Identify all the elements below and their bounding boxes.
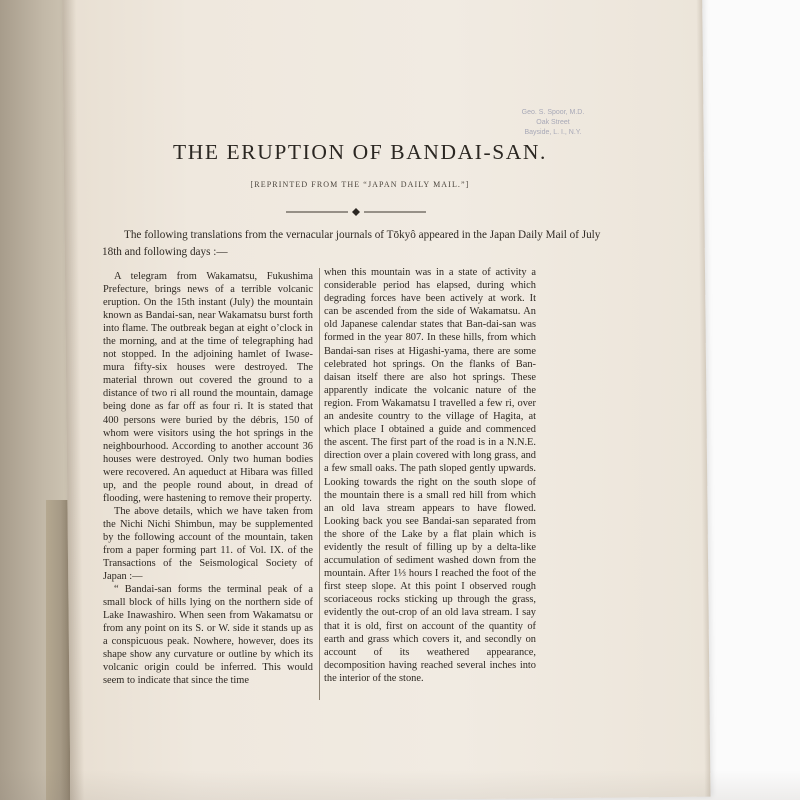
paragraph: when this mountain was in a state of activity a considerable period has elapsed, during which degrading forces have been actively at work. It can be ascended from the side of Wakamatsu. An old Japanese calendar states that Ban-dai-san was formed in the year 807. In these hills, from which Bandai-san rises at Higashi-yama, there are some celebrated hot springs. On the flanks of Ban-daisan itself there are also hot springs. These apparently indicate the volcanic nature of the region. From Wakamatsu I travelled a few ri, over an andesite country to the village of Hagita, at which place I obtained a guide and commenced the ascent. The first part of the road is in a N.N.E. direction over a plain covered with long grass, and a few small oaks. The path sloped gently upwards. Looking towards the right on the south slope of the mountain there is a small red hill from which an old lava stream appears to have flowed. Looking back you see Bandai-san separated from the shore of the Lake by a flat plain which is evidently the result of filling up by a delta-like accumulation of sediment washed down from the mountain. After 1⅓ hours I reached the foot of the first steep slope. At this point I observed rough scoriaceous rocks sticking up through the grass, evidently the out-crop of an old lava stream. I say that it is old, first on account of the quantity of earth and grass which covers it, and secondly on account of its weathered appearance, decomposition having reached several inches into the interior of the stone. [324, 267, 536, 684]
paragraph: The above details, which we have taken from the Nichi Nichi Shimbun, may be supplemented by the following account of the mountain, taken from a paper forming part 11. of Vol. IX. of the Transactions of the Seismological Society of Japan :— [103, 505, 313, 583]
document-title: THE ERUPTION OF BANDAI-SAN. [172, 140, 548, 164]
intro-paragraph: The following translations from the vernacular journals of Tōkyô appeared in the Japan Daily Mail of July 18th and following days :— [102, 229, 601, 258]
owner-stamp [513, 108, 593, 142]
stamp-line: Oak Street [536, 119, 570, 126]
document-subtitle: [REPRINTED FROM THE “JAPAN DAILY MAIL.”] [250, 180, 470, 189]
bottom-shadow [0, 770, 800, 800]
paragraph: A telegram from Wakamatsu, Fukushima Prefecture, brings news of a terrible volcanic eruption. On the 15th instant (July) the mountain known as Bandai-san, near Wakamatsu burst forth into flame. The outbreak began at eight o’clock in the morning, and at the time of telegraphing had not stopped. In the adjoining hamlet of Iwase-mura fifty-six houses were destroyed. The material thrown out covered the ground to a distance of two ri all round the mountain, damage being done as far off as four ri. It is stated that 400 persons were buried by the débris, 150 of whom were visitors using the hot springs in the neighbourhood. According to another account 36 houses were destroyed. Only two human bodies were recovered. An aqueduct at Hibara was filled up, and the people round about, in dread of flooding, were hastening to remove their property. [103, 271, 313, 504]
column-rule [319, 268, 320, 700]
ornament-divider-icon [286, 207, 426, 217]
stamp-line: Geo. S. Spoor, M.D. [521, 109, 585, 116]
paragraph: “ Bandai-san forms the terminal peak of a small block of hills lying on the northern side of Lake Inawashiro. When seen from Wakamatsu or from any point on its S. or W. side it stands up as a conspicuous peak. Nowhere, however, does its shape show any curvature or outline by which its volcanic origin could be inferred. This would seem to indicate that since the time [103, 584, 313, 687]
left-column [103, 270, 313, 688]
right-column [324, 266, 536, 685]
stamp-line: Bayside, L. I., N.Y. [524, 129, 582, 136]
binding-strip [46, 500, 70, 800]
